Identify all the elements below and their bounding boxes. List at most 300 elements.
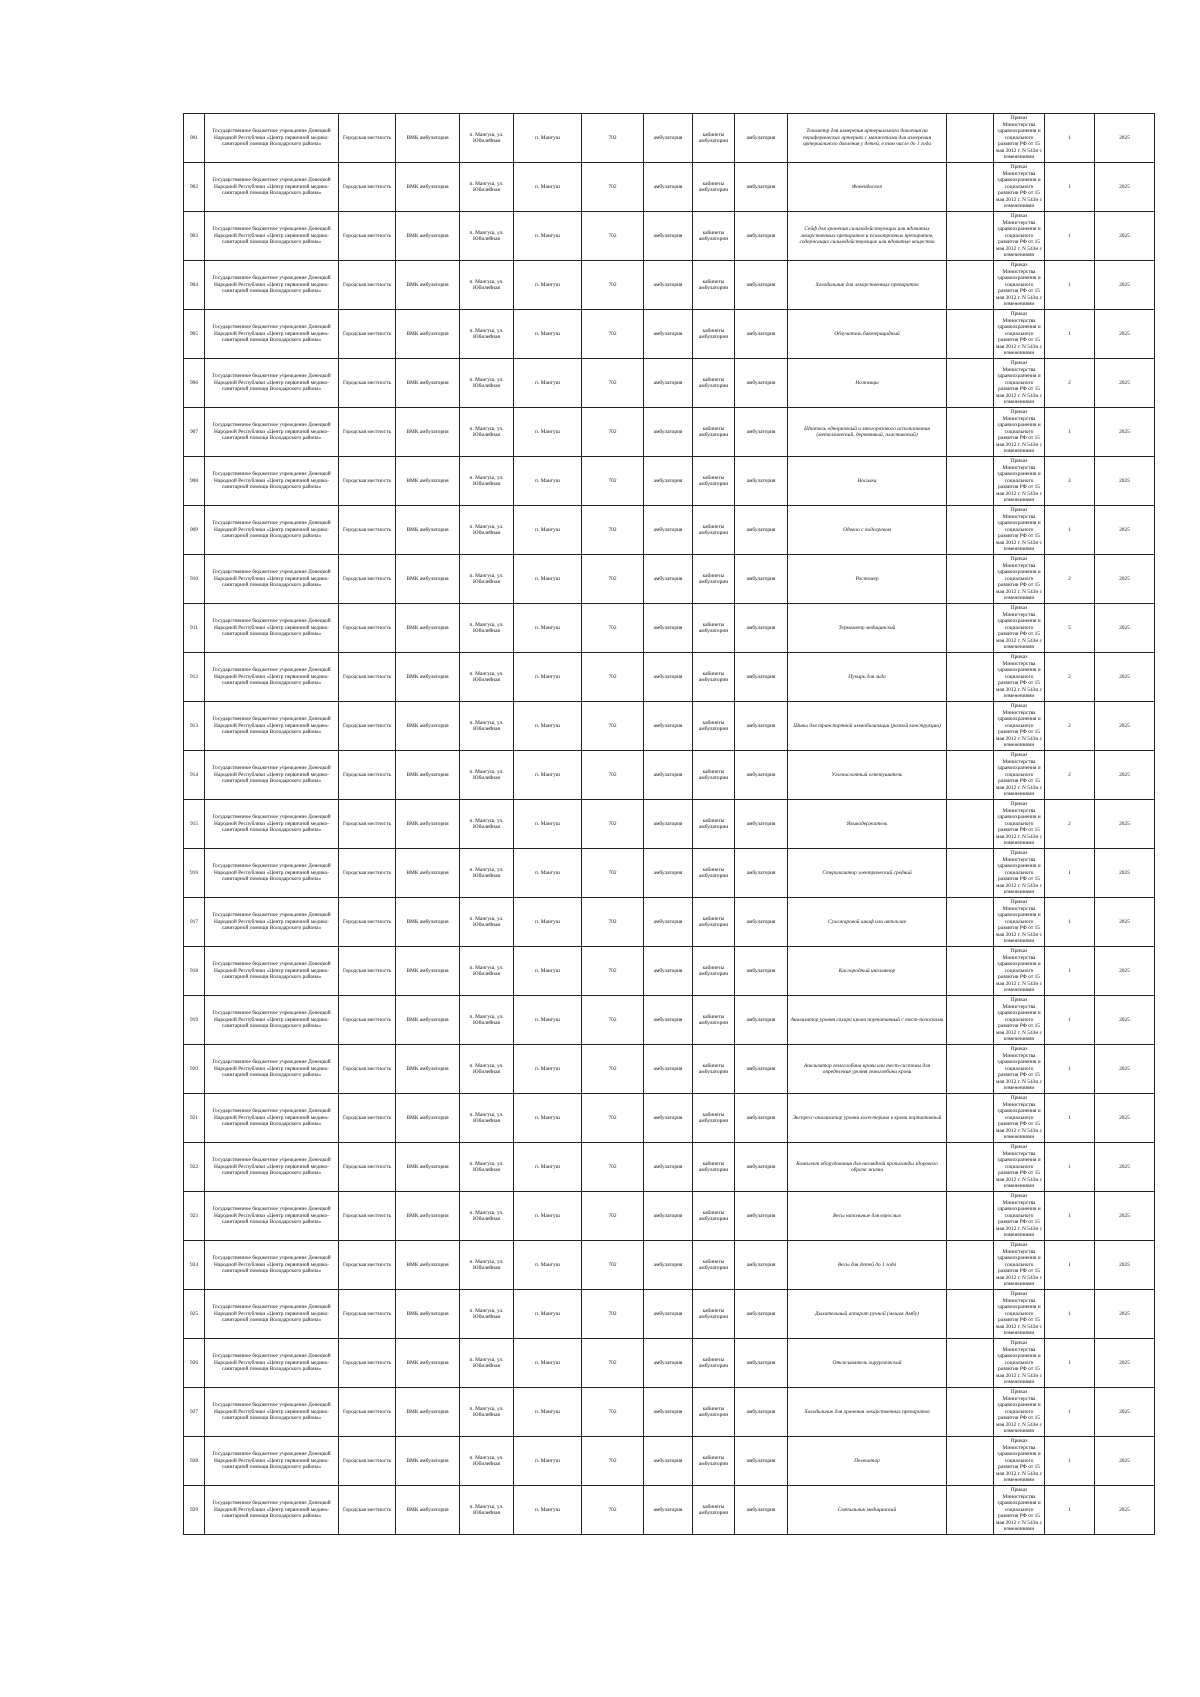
- facility-type-cell: амбулатория: [644, 1192, 693, 1241]
- settlement-cell: п. Мангуш: [514, 1045, 582, 1094]
- department-cell: амбулатория: [735, 653, 788, 702]
- address-cell: п. Мангуш, ул. Юбилейная: [460, 800, 514, 849]
- empty-cell: [947, 751, 994, 800]
- legal-basis-cell: Приказ Министерства здравоохранения и социального развития РФ от 15 мая 2012 г. N 543н с изменениями: [994, 261, 1045, 310]
- table-body: [184, 114, 1155, 1535]
- empty-cell: [947, 408, 994, 457]
- equipment-name-cell: Кислородный ингалятор: [788, 947, 947, 996]
- quantity-cell: 2: [1045, 702, 1095, 751]
- address-cell: п. Мангуш, ул. Юбилейная: [460, 653, 514, 702]
- equipment-table: [183, 113, 1155, 1535]
- table-row: [184, 114, 1155, 163]
- facility-type-cell: амбулатория: [644, 1339, 693, 1388]
- locality-type-cell: Городская местность: [339, 1045, 396, 1094]
- year-cell: 2025: [1095, 1388, 1155, 1437]
- table-row: [184, 604, 1155, 653]
- facility-type-cell: амбулатория: [644, 1241, 693, 1290]
- locality-type-cell: Городская местность: [339, 555, 396, 604]
- unit-cell: ВМК амбулатория: [396, 1486, 460, 1535]
- equipment-name-cell: Пузырь для льда: [788, 653, 947, 702]
- year-cell: 2025: [1095, 702, 1155, 751]
- room-cell: кабинеты амбулатории: [693, 1143, 735, 1192]
- legal-basis-cell: Приказ Министерства здравоохранения и социального развития РФ от 15 мая 2012 г. N 543н с изменениями: [994, 359, 1045, 408]
- organization-cell: Государственное бюджетное учреждение Донецкой Народной Республики «Центр первичной медико-санитарной помощи Володарского района»: [205, 1339, 339, 1388]
- empty-cell: [947, 1437, 994, 1486]
- room-cell: кабинеты амбулатории: [693, 653, 735, 702]
- room-cell: кабинеты амбулатории: [693, 849, 735, 898]
- equipment-name-cell: Анализатор гемоглобина крови или тест-системы для определения уровня гемоглобина крови: [788, 1045, 947, 1094]
- legal-basis-cell: Приказ Министерства здравоохранения и социального развития РФ от 15 мая 2012 г. N 543н с изменениями: [994, 555, 1045, 604]
- facility-type-cell: амбулатория: [644, 898, 693, 947]
- facility-type-cell: амбулатория: [644, 261, 693, 310]
- empty-cell: [947, 359, 994, 408]
- year-cell: 2025: [1095, 800, 1155, 849]
- row-number-cell: 912: [184, 653, 205, 702]
- quantity-cell: 1: [1045, 1192, 1095, 1241]
- department-cell: амбулатория: [735, 898, 788, 947]
- settlement-cell: п. Мангуш: [514, 1339, 582, 1388]
- equipment-name-cell: Сейф для хранения сильнодействующих или ядовитых лекарственных препаратов и психотропных препаратов, содержащих сильнодействующие или ядовитые вещества: [788, 212, 947, 261]
- unit-cell: ВМК амбулатория: [396, 114, 460, 163]
- quantity-cell: 2: [1045, 555, 1095, 604]
- legal-basis-cell: Приказ Министерства здравоохранения и социального развития РФ от 15 мая 2012 г. N 543н с изменениями: [994, 457, 1045, 506]
- department-cell: амбулатория: [735, 1339, 788, 1388]
- facility-type-cell: амбулатория: [644, 506, 693, 555]
- address-cell: п. Мангуш, ул. Юбилейная: [460, 996, 514, 1045]
- address-cell: п. Мангуш, ул. Юбилейная: [460, 751, 514, 800]
- legal-basis-cell: Приказ Министерства здравоохранения и социального развития РФ от 15 мая 2012 г. N 543н с изменениями: [994, 849, 1045, 898]
- department-cell: амбулатория: [735, 261, 788, 310]
- organization-cell: Государственное бюджетное учреждение Донецкой Народной Республики «Центр первичной медико-санитарной помощи Володарского района»: [205, 947, 339, 996]
- row-number-cell: 909: [184, 506, 205, 555]
- table-row: [184, 212, 1155, 261]
- year-cell: 2025: [1095, 947, 1155, 996]
- locality-type-cell: Городская местность: [339, 1143, 396, 1192]
- locality-type-cell: Городская местность: [339, 1094, 396, 1143]
- room-cell: кабинеты амбулатории: [693, 212, 735, 261]
- address-cell: п. Мангуш, ул. Юбилейная: [460, 898, 514, 947]
- row-number-cell: 917: [184, 898, 205, 947]
- table-row: [184, 1241, 1155, 1290]
- year-cell: 2025: [1095, 457, 1155, 506]
- address-cell: п. Мангуш, ул. Юбилейная: [460, 408, 514, 457]
- address-cell: п. Мангуш, ул. Юбилейная: [460, 457, 514, 506]
- row-number-cell: 910: [184, 555, 205, 604]
- address-cell: п. Мангуш, ул. Юбилейная: [460, 506, 514, 555]
- unit-cell: ВМК амбулатория: [396, 653, 460, 702]
- legal-basis-cell: Приказ Министерства здравоохранения и социального развития РФ от 15 мая 2012 г. N 543н с изменениями: [994, 1486, 1045, 1535]
- quantity-cell: 1: [1045, 310, 1095, 359]
- facility-type-cell: амбулатория: [644, 457, 693, 506]
- settlement-cell: п. Мангуш: [514, 604, 582, 653]
- facility-type-cell: амбулатория: [644, 163, 693, 212]
- locality-type-cell: Городская местность: [339, 359, 396, 408]
- locality-type-cell: Городская местность: [339, 1241, 396, 1290]
- room-cell: кабинеты амбулатории: [693, 702, 735, 751]
- code-cell: 702: [582, 163, 644, 212]
- row-number-cell: 903: [184, 212, 205, 261]
- organization-cell: Государственное бюджетное учреждение Донецкой Народной Республики «Центр первичной медико-санитарной помощи Володарского района»: [205, 1241, 339, 1290]
- organization-cell: Государственное бюджетное учреждение Донецкой Народной Республики «Центр первичной медико-санитарной помощи Володарского района»: [205, 457, 339, 506]
- settlement-cell: п. Мангуш: [514, 653, 582, 702]
- table-row: [184, 1388, 1155, 1437]
- facility-type-cell: амбулатория: [644, 1094, 693, 1143]
- department-cell: амбулатория: [735, 1094, 788, 1143]
- table-row: [184, 1143, 1155, 1192]
- room-cell: кабинеты амбулатории: [693, 1486, 735, 1535]
- room-cell: кабинеты амбулатории: [693, 947, 735, 996]
- unit-cell: ВМК амбулатория: [396, 163, 460, 212]
- code-cell: 702: [582, 800, 644, 849]
- address-cell: п. Мангуш, ул. Юбилейная: [460, 1290, 514, 1339]
- legal-basis-cell: Приказ Министерства здравоохранения и социального развития РФ от 15 мая 2012 г. N 543н с изменениями: [994, 310, 1045, 359]
- equipment-name-cell: Анализатор уровня сахара крови портативный с тест-полосками: [788, 996, 947, 1045]
- year-cell: 2025: [1095, 310, 1155, 359]
- room-cell: кабинеты амбулатории: [693, 1192, 735, 1241]
- locality-type-cell: Городская местность: [339, 114, 396, 163]
- locality-type-cell: Городская местность: [339, 457, 396, 506]
- empty-cell: [947, 1388, 994, 1437]
- equipment-name-cell: Дыхательный аппарат ручной (мешок Амбу): [788, 1290, 947, 1339]
- empty-cell: [947, 898, 994, 947]
- department-cell: амбулатория: [735, 800, 788, 849]
- department-cell: амбулатория: [735, 408, 788, 457]
- organization-cell: Государственное бюджетное учреждение Донецкой Народной Республики «Центр первичной медико-санитарной помощи Володарского района»: [205, 310, 339, 359]
- locality-type-cell: Городская местность: [339, 751, 396, 800]
- equipment-name-cell: Термометр медицинский: [788, 604, 947, 653]
- organization-cell: Государственное бюджетное учреждение Донецкой Народной Республики «Центр первичной медико-санитарной помощи Володарского района»: [205, 212, 339, 261]
- legal-basis-cell: Приказ Министерства здравоохранения и социального развития РФ от 15 мая 2012 г. N 543н с изменениями: [994, 1241, 1045, 1290]
- organization-cell: Государственное бюджетное учреждение Донецкой Народной Республики «Центр первичной медико-санитарной помощи Володарского района»: [205, 1094, 339, 1143]
- year-cell: 2025: [1095, 1045, 1155, 1094]
- row-number-cell: 927: [184, 1388, 205, 1437]
- facility-type-cell: амбулатория: [644, 751, 693, 800]
- year-cell: 2025: [1095, 1486, 1155, 1535]
- row-number-cell: 926: [184, 1339, 205, 1388]
- address-cell: п. Мангуш, ул. Юбилейная: [460, 1388, 514, 1437]
- organization-cell: Государственное бюджетное учреждение Донецкой Народной Республики «Центр первичной медико-санитарной помощи Володарского района»: [205, 702, 339, 751]
- locality-type-cell: Городская местность: [339, 261, 396, 310]
- table-row: [184, 1437, 1155, 1486]
- organization-cell: Государственное бюджетное учреждение Донецкой Народной Республики «Центр первичной медико-санитарной помощи Володарского района»: [205, 751, 339, 800]
- address-cell: п. Мангуш, ул. Юбилейная: [460, 261, 514, 310]
- equipment-name-cell: Одеяло с подогревом: [788, 506, 947, 555]
- code-cell: 702: [582, 506, 644, 555]
- year-cell: 2025: [1095, 1143, 1155, 1192]
- room-cell: кабинеты амбулатории: [693, 800, 735, 849]
- legal-basis-cell: Приказ Министерства здравоохранения и социального развития РФ от 15 мая 2012 г. N 543н с изменениями: [994, 1192, 1045, 1241]
- year-cell: 2025: [1095, 408, 1155, 457]
- code-cell: 702: [582, 1437, 644, 1486]
- unit-cell: ВМК амбулатория: [396, 1388, 460, 1437]
- equipment-name-cell: Фонендоскоп: [788, 163, 947, 212]
- settlement-cell: п. Мангуш: [514, 310, 582, 359]
- table-row: [184, 1290, 1155, 1339]
- locality-type-cell: Городская местность: [339, 653, 396, 702]
- settlement-cell: п. Мангуш: [514, 996, 582, 1045]
- quantity-cell: 1: [1045, 1388, 1095, 1437]
- locality-type-cell: Городская местность: [339, 800, 396, 849]
- empty-cell: [947, 947, 994, 996]
- facility-type-cell: амбулатория: [644, 212, 693, 261]
- facility-type-cell: амбулатория: [644, 1045, 693, 1094]
- settlement-cell: п. Мангуш: [514, 751, 582, 800]
- empty-cell: [947, 457, 994, 506]
- room-cell: кабинеты амбулатории: [693, 1094, 735, 1143]
- locality-type-cell: Городская местность: [339, 849, 396, 898]
- empty-cell: [947, 1143, 994, 1192]
- quantity-cell: 1: [1045, 1339, 1095, 1388]
- address-cell: п. Мангуш, ул. Юбилейная: [460, 555, 514, 604]
- organization-cell: Государственное бюджетное учреждение Донецкой Народной Республики «Центр первичной медико-санитарной помощи Володарского района»: [205, 1045, 339, 1094]
- year-cell: 2025: [1095, 212, 1155, 261]
- equipment-name-cell: Шины для транспортной иммобилизации (разной конструкции): [788, 702, 947, 751]
- facility-type-cell: амбулатория: [644, 800, 693, 849]
- equipment-name-cell: Светильник медицинский: [788, 1486, 947, 1535]
- unit-cell: ВМК амбулатория: [396, 849, 460, 898]
- settlement-cell: п. Мангуш: [514, 898, 582, 947]
- empty-cell: [947, 604, 994, 653]
- code-cell: 702: [582, 604, 644, 653]
- legal-basis-cell: Приказ Министерства здравоохранения и социального развития РФ от 15 мая 2012 г. N 543н с изменениями: [994, 1143, 1045, 1192]
- row-number-cell: 902: [184, 163, 205, 212]
- code-cell: 702: [582, 261, 644, 310]
- settlement-cell: п. Мангуш: [514, 702, 582, 751]
- legal-basis-cell: Приказ Министерства здравоохранения и социального развития РФ от 15 мая 2012 г. N 543н с изменениями: [994, 1437, 1045, 1486]
- settlement-cell: п. Мангуш: [514, 457, 582, 506]
- empty-cell: [947, 849, 994, 898]
- address-cell: п. Мангуш, ул. Юбилейная: [460, 114, 514, 163]
- empty-cell: [947, 1045, 994, 1094]
- empty-cell: [947, 1192, 994, 1241]
- table-row: [184, 898, 1155, 947]
- year-cell: 2025: [1095, 163, 1155, 212]
- code-cell: 702: [582, 947, 644, 996]
- room-cell: кабинеты амбулатории: [693, 261, 735, 310]
- unit-cell: ВМК амбулатория: [396, 947, 460, 996]
- empty-cell: [947, 261, 994, 310]
- quantity-cell: 1: [1045, 408, 1095, 457]
- quantity-cell: 1: [1045, 1094, 1095, 1143]
- locality-type-cell: Городская местность: [339, 408, 396, 457]
- unit-cell: ВМК амбулатория: [396, 996, 460, 1045]
- legal-basis-cell: Приказ Министерства здравоохранения и социального развития РФ от 15 мая 2012 г. N 543н с изменениями: [994, 947, 1045, 996]
- quantity-cell: 1: [1045, 947, 1095, 996]
- unit-cell: ВМК амбулатория: [396, 1143, 460, 1192]
- legal-basis-cell: Приказ Министерства здравоохранения и социального развития РФ от 15 мая 2012 г. N 543н с изменениями: [994, 212, 1045, 261]
- equipment-name-cell: Холодильник для хранения лекарственных препаратов: [788, 1388, 947, 1437]
- unit-cell: ВМК амбулатория: [396, 702, 460, 751]
- facility-type-cell: амбулатория: [644, 849, 693, 898]
- locality-type-cell: Городская местность: [339, 604, 396, 653]
- organization-cell: Государственное бюджетное учреждение Донецкой Народной Республики «Центр первичной медико-санитарной помощи Володарского района»: [205, 800, 339, 849]
- room-cell: кабинеты амбулатории: [693, 1290, 735, 1339]
- table-row: [184, 996, 1155, 1045]
- settlement-cell: п. Мангуш: [514, 1437, 582, 1486]
- quantity-cell: 2: [1045, 653, 1095, 702]
- facility-type-cell: амбулатория: [644, 1143, 693, 1192]
- department-cell: амбулатория: [735, 604, 788, 653]
- empty-cell: [947, 653, 994, 702]
- room-cell: кабинеты амбулатории: [693, 359, 735, 408]
- quantity-cell: 1: [1045, 506, 1095, 555]
- address-cell: п. Мангуш, ул. Юбилейная: [460, 702, 514, 751]
- settlement-cell: п. Мангуш: [514, 212, 582, 261]
- equipment-name-cell: Шпатель одноразовый и многоразового использования (металлический, деревянный, пластиковый): [788, 408, 947, 457]
- settlement-cell: п. Мангуш: [514, 163, 582, 212]
- table-row: [184, 359, 1155, 408]
- code-cell: 702: [582, 408, 644, 457]
- equipment-name-cell: Носилки: [788, 457, 947, 506]
- code-cell: 702: [582, 310, 644, 359]
- code-cell: 702: [582, 555, 644, 604]
- quantity-cell: 2: [1045, 457, 1095, 506]
- empty-cell: [947, 800, 994, 849]
- department-cell: амбулатория: [735, 1143, 788, 1192]
- address-cell: п. Мангуш, ул. Юбилейная: [460, 1143, 514, 1192]
- year-cell: 2025: [1095, 604, 1155, 653]
- year-cell: 2025: [1095, 359, 1155, 408]
- code-cell: 702: [582, 212, 644, 261]
- address-cell: п. Мангуш, ул. Юбилейная: [460, 310, 514, 359]
- equipment-name-cell: Тонометр для измерения артериального давления на периферических артериях с манжетами для измерения артериального давления у детей, в том числе до 1 года: [788, 114, 947, 163]
- room-cell: кабинеты амбулатории: [693, 996, 735, 1045]
- facility-type-cell: амбулатория: [644, 604, 693, 653]
- organization-cell: Государственное бюджетное учреждение Донецкой Народной Республики «Центр первичной медико-санитарной помощи Володарского района»: [205, 359, 339, 408]
- organization-cell: Государственное бюджетное учреждение Донецкой Народной Республики «Центр первичной медико-санитарной помощи Володарского района»: [205, 261, 339, 310]
- code-cell: 702: [582, 1290, 644, 1339]
- quantity-cell: 1: [1045, 1437, 1095, 1486]
- year-cell: 2025: [1095, 849, 1155, 898]
- legal-basis-cell: Приказ Министерства здравоохранения и социального развития РФ от 15 мая 2012 г. N 543н с изменениями: [994, 1388, 1045, 1437]
- row-number-cell: 921: [184, 1094, 205, 1143]
- equipment-name-cell: Ростомер: [788, 555, 947, 604]
- department-cell: амбулатория: [735, 359, 788, 408]
- quantity-cell: 2: [1045, 800, 1095, 849]
- table-row: [184, 1192, 1155, 1241]
- table-row: [184, 506, 1155, 555]
- settlement-cell: п. Мангуш: [514, 359, 582, 408]
- settlement-cell: п. Мангуш: [514, 849, 582, 898]
- unit-cell: ВМК амбулатория: [396, 408, 460, 457]
- unit-cell: ВМК амбулатория: [396, 1437, 460, 1486]
- row-number-cell: 914: [184, 751, 205, 800]
- locality-type-cell: Городская местность: [339, 1486, 396, 1535]
- unit-cell: ВМК амбулатория: [396, 310, 460, 359]
- empty-cell: [947, 1094, 994, 1143]
- facility-type-cell: амбулатория: [644, 1290, 693, 1339]
- department-cell: амбулатория: [735, 1388, 788, 1437]
- code-cell: 702: [582, 1143, 644, 1192]
- legal-basis-cell: Приказ Министерства здравоохранения и социального развития РФ от 15 мая 2012 г. N 543н с изменениями: [994, 751, 1045, 800]
- department-cell: амбулатория: [735, 849, 788, 898]
- settlement-cell: п. Мангуш: [514, 1192, 582, 1241]
- equipment-name-cell: Холодильник для лекарственных препаратов: [788, 261, 947, 310]
- locality-type-cell: Городская местность: [339, 1290, 396, 1339]
- department-cell: амбулатория: [735, 1241, 788, 1290]
- settlement-cell: п. Мангуш: [514, 408, 582, 457]
- organization-cell: Государственное бюджетное учреждение Донецкой Народной Республики «Центр первичной медико-санитарной помощи Володарского района»: [205, 1192, 339, 1241]
- organization-cell: Государственное бюджетное учреждение Донецкой Народной Республики «Центр первичной медико-санитарной помощи Володарского района»: [205, 898, 339, 947]
- settlement-cell: п. Мангуш: [514, 800, 582, 849]
- quantity-cell: 1: [1045, 1241, 1095, 1290]
- table-row: [184, 457, 1155, 506]
- unit-cell: ВМК амбулатория: [396, 261, 460, 310]
- unit-cell: ВМК амбулатория: [396, 1094, 460, 1143]
- equipment-name-cell: Языкодержатель: [788, 800, 947, 849]
- legal-basis-cell: Приказ Министерства здравоохранения и социального развития РФ от 15 мая 2012 г. N 543н с изменениями: [994, 163, 1045, 212]
- year-cell: 2025: [1095, 1192, 1155, 1241]
- year-cell: 2025: [1095, 751, 1155, 800]
- code-cell: 702: [582, 996, 644, 1045]
- table-row: [184, 555, 1155, 604]
- legal-basis-cell: Приказ Министерства здравоохранения и социального развития РФ от 15 мая 2012 г. N 543н с изменениями: [994, 1339, 1045, 1388]
- year-cell: 2025: [1095, 1290, 1155, 1339]
- department-cell: амбулатория: [735, 1192, 788, 1241]
- room-cell: кабинеты амбулатории: [693, 457, 735, 506]
- unit-cell: ВМК амбулатория: [396, 1045, 460, 1094]
- table-row: [184, 947, 1155, 996]
- address-cell: п. Мангуш, ул. Юбилейная: [460, 1045, 514, 1094]
- table-row: [184, 261, 1155, 310]
- equipment-name-cell: Стерилизатор электрический средний: [788, 849, 947, 898]
- table-row: [184, 751, 1155, 800]
- department-cell: амбулатория: [735, 1486, 788, 1535]
- table-row: [184, 702, 1155, 751]
- organization-cell: Государственное бюджетное учреждение Донецкой Народной Республики «Центр первичной медико-санитарной помощи Володарского района»: [205, 555, 339, 604]
- year-cell: 2025: [1095, 506, 1155, 555]
- settlement-cell: п. Мангуш: [514, 555, 582, 604]
- locality-type-cell: Городская местность: [339, 1339, 396, 1388]
- unit-cell: ВМК амбулатория: [396, 1241, 460, 1290]
- locality-type-cell: Городская местность: [339, 1388, 396, 1437]
- locality-type-cell: Городская местность: [339, 898, 396, 947]
- quantity-cell: 1: [1045, 849, 1095, 898]
- row-number-cell: 928: [184, 1437, 205, 1486]
- locality-type-cell: Городская местность: [339, 947, 396, 996]
- unit-cell: ВМК амбулатория: [396, 1290, 460, 1339]
- code-cell: 702: [582, 1241, 644, 1290]
- unit-cell: ВМК амбулатория: [396, 898, 460, 947]
- address-cell: п. Мангуш, ул. Юбилейная: [460, 359, 514, 408]
- department-cell: амбулатория: [735, 702, 788, 751]
- quantity-cell: 1: [1045, 1045, 1095, 1094]
- organization-cell: Государственное бюджетное учреждение Донецкой Народной Республики «Центр первичной медико-санитарной помощи Володарского района»: [205, 163, 339, 212]
- row-number-cell: 916: [184, 849, 205, 898]
- year-cell: 2025: [1095, 555, 1155, 604]
- locality-type-cell: Городская местность: [339, 1437, 396, 1486]
- department-cell: амбулатория: [735, 212, 788, 261]
- table-row: [184, 310, 1155, 359]
- code-cell: 702: [582, 898, 644, 947]
- room-cell: кабинеты амбулатории: [693, 114, 735, 163]
- code-cell: 702: [582, 1486, 644, 1535]
- locality-type-cell: Городская местность: [339, 506, 396, 555]
- unit-cell: ВМК амбулатория: [396, 359, 460, 408]
- empty-cell: [947, 1290, 994, 1339]
- facility-type-cell: амбулатория: [644, 555, 693, 604]
- settlement-cell: п. Мангуш: [514, 1388, 582, 1437]
- row-number-cell: 929: [184, 1486, 205, 1535]
- table-row: [184, 653, 1155, 702]
- row-number-cell: 901: [184, 114, 205, 163]
- facility-type-cell: амбулатория: [644, 653, 693, 702]
- year-cell: 2025: [1095, 1241, 1155, 1290]
- locality-type-cell: Городская местность: [339, 212, 396, 261]
- year-cell: 2025: [1095, 898, 1155, 947]
- row-number-cell: 904: [184, 261, 205, 310]
- settlement-cell: п. Мангуш: [514, 1094, 582, 1143]
